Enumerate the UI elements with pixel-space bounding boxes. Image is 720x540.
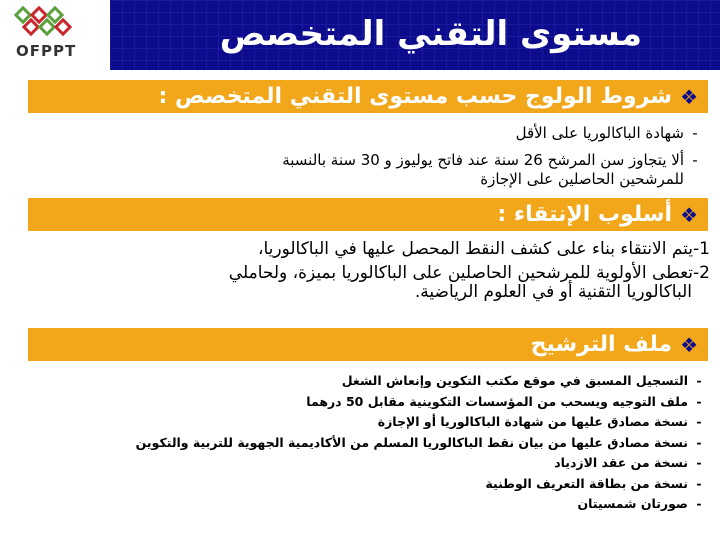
logo-text: OFPPT	[16, 42, 77, 60]
header-band	[110, 0, 720, 70]
section-heading: أسلوب الإنتقاء :	[497, 202, 673, 227]
selection-method-list	[20, 240, 710, 307]
list-item: 2- تعطى الأولوية للمرشحين الحاصلين على الباكالوريا بميزة، ولحاملي الباكالوريا التقنية أو في العلوم الرياضية.	[228, 263, 710, 302]
list-item: - نسخة مصادق عليها من بيان نقط الباكالوريا المسلم من الأكاديمية الجهوية للتربية والتكوين	[135, 434, 702, 450]
diamond-bullet-icon: ❖	[680, 332, 698, 357]
application-file-list	[20, 371, 710, 515]
list-item: - نسخة مصادق عليها من شهادة الباكالوريا أو الإجازة	[377, 414, 702, 429]
list-item: - نسخة من بطاقة التعريف الوطنية	[485, 475, 702, 491]
diamond-bullet-icon: ❖	[680, 202, 698, 227]
ofppt-logo	[6, 4, 106, 62]
list-item: 1- يتم الانتقاء بناء على كشف النقط المحصل عليها في الباكالوريا،	[257, 239, 710, 259]
list-item: - ملف التوجيه ويسحب من المؤسسات التكوينية مقابل 50 درهما	[306, 393, 702, 409]
list-item: - ألا يتجاوز سن المرشح 26 سنة عند فاتح يوليوز و 30 سنة بالنسبة للمرشحين الحاصلين على الإجازة	[282, 151, 698, 188]
list-item: - شهادة الباكالوريا على الأقل	[515, 124, 698, 142]
admission-conditions-list	[106, 124, 706, 197]
section-bar-admission	[28, 80, 708, 113]
page-title: مستوى التقني المتخصص	[219, 14, 642, 54]
section-bar-selection	[28, 198, 708, 231]
section-heading: شروط الولوج حسب مستوى التقني المتخصص :	[158, 84, 673, 109]
section-bar-application-file	[28, 328, 708, 361]
list-item: - صورتان شمسيتان	[577, 496, 702, 511]
list-item: - نسخة من عقد الازدياد	[554, 455, 702, 470]
diamond-bullet-icon: ❖	[680, 84, 698, 109]
logo-mark-icon	[6, 4, 106, 44]
section-heading: ملف الترشيح	[530, 332, 673, 357]
list-item: - التسجيل المسبق في موقع مكتب التكوين وإنعاش الشغل	[341, 373, 702, 388]
